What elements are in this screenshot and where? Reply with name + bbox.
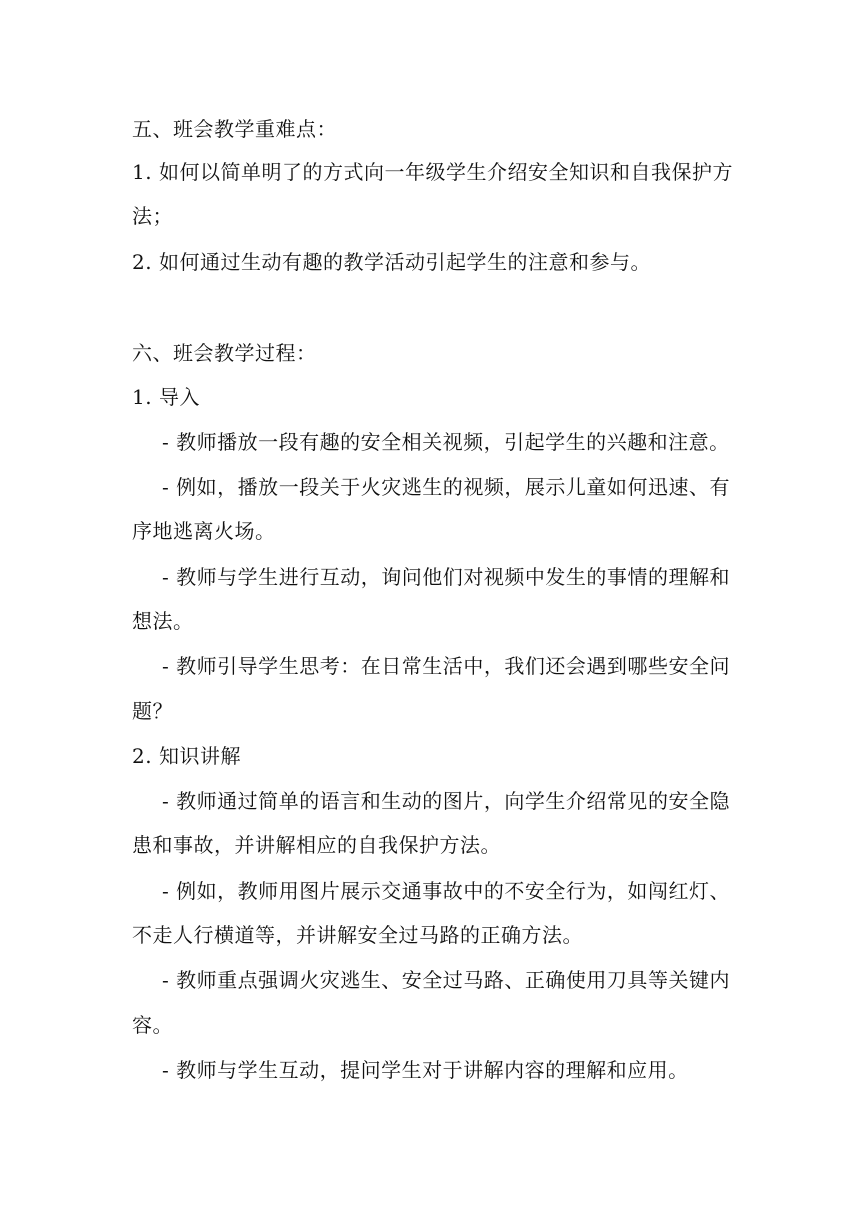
bullet-item-continuation: 患和事故，并讲解相应的自我保护方法。 bbox=[132, 833, 501, 857]
bullet-item: - 例如，播放一段关于火灾逃生的视频，展示儿童如何迅速、有 bbox=[162, 475, 730, 499]
section-heading: 五、班会教学重难点： bbox=[132, 117, 337, 141]
bullet-item: - 例如，教师用图片展示交通事故中的不安全行为，如闯红灯、 bbox=[162, 879, 730, 903]
list-item-continuation: 法； bbox=[132, 204, 173, 228]
bullet-item-continuation: 不走人行横道等，并讲解安全过马路的正确方法。 bbox=[132, 923, 583, 947]
bullet-item-continuation: 想法。 bbox=[132, 609, 194, 633]
bullet-item: - 教师与学生进行互动，询问他们对视频中发生的事情的理解和 bbox=[162, 565, 730, 589]
step-title: 1. 导入 bbox=[132, 385, 200, 409]
section-heading: 六、班会教学过程： bbox=[132, 341, 317, 365]
list-item: 2. 如何通过生动有趣的教学活动引起学生的注意和参与。 bbox=[132, 250, 651, 274]
bullet-item-continuation: 题？ bbox=[132, 699, 173, 723]
bullet-item: - 教师与学生互动，提问学生对于讲解内容的理解和应用。 bbox=[162, 1058, 689, 1082]
bullet-item-continuation: 序地逃离火场。 bbox=[132, 519, 276, 543]
bullet-item: - 教师引导学生思考：在日常生活中，我们还会遇到哪些安全问 bbox=[162, 654, 730, 678]
bullet-item: - 教师通过简单的语言和生动的图片，向学生介绍常见的安全隐 bbox=[162, 789, 730, 813]
list-item: 1. 如何以简单明了的方式向一年级学生介绍安全知识和自我保护方 bbox=[132, 160, 733, 184]
step-title: 2. 知识讲解 bbox=[132, 744, 241, 768]
bullet-item-continuation: 容。 bbox=[132, 1013, 173, 1037]
bullet-item: - 教师播放一段有趣的安全相关视频，引起学生的兴趣和注意。 bbox=[162, 430, 730, 454]
bullet-item: - 教师重点强调火灾逃生、安全过马路、正确使用刀具等关键内 bbox=[162, 968, 730, 992]
